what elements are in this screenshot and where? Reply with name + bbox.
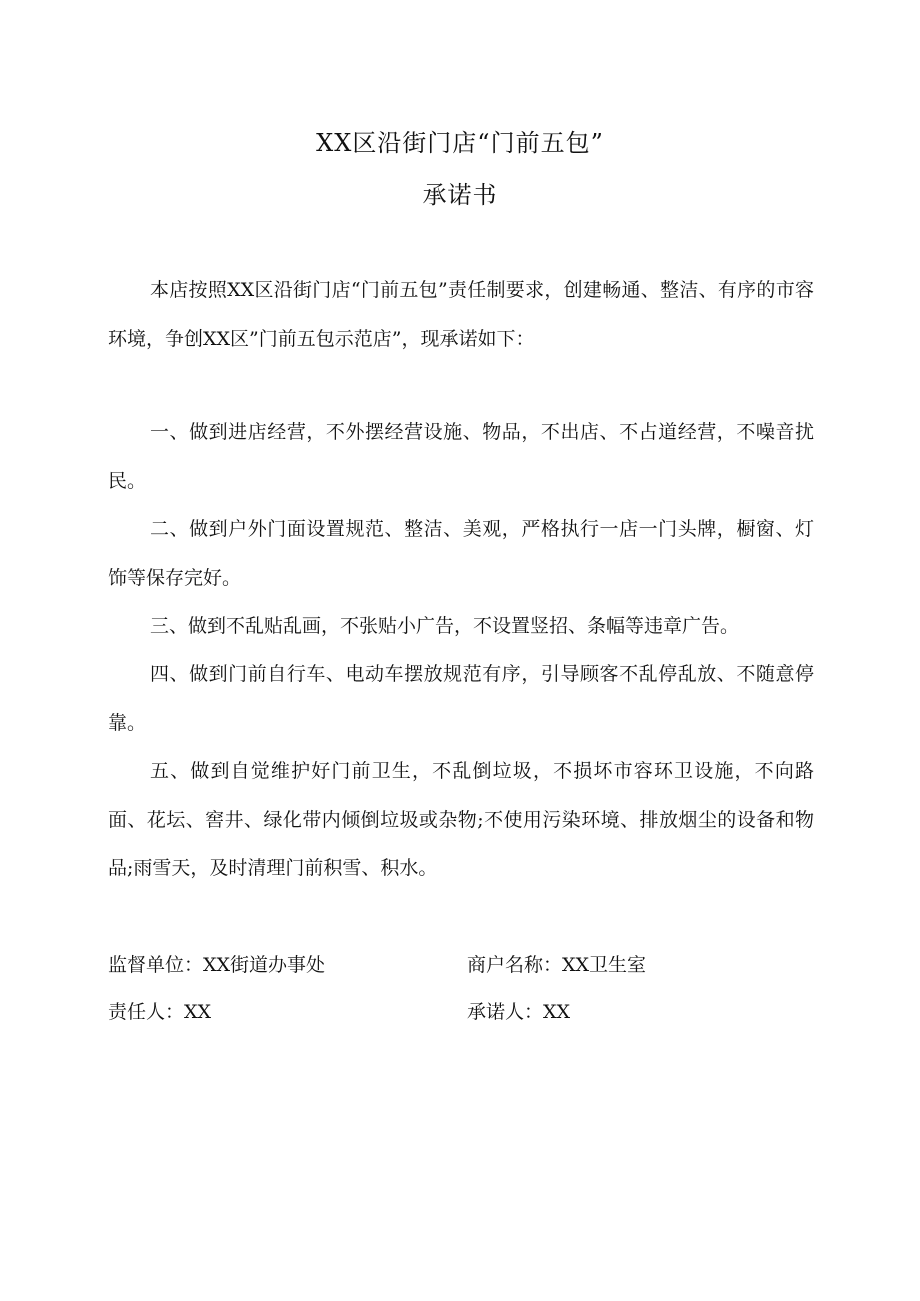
commitment-item-1: 一、做到进店经营，不外摆经营设施、物品，不出店、不占道经营，不噪音扰民。 — [108, 421, 814, 492]
intro-paragraph: 本店按照XX区沿街门店“门前五包”责任制要求，创建畅通、整洁、有序的市容环境，争创XX区”门前五包示范店”，现承诺如下： — [108, 279, 814, 350]
supervisor-unit: 监督单位：XX街道办事处 — [108, 954, 326, 976]
commitment-item-3: 三、做到不乱贴乱画，不张贴小广告，不设置竖招、条幅等违章广告。 — [150, 615, 740, 637]
commitment-item-4: 四、做到门前自行车、电动车摆放规范有序，引导顾客不乱停乱放、不随意停靠。 — [108, 663, 814, 734]
commitment-item-2: 二、做到户外门面设置规范、整洁、美观，严格执行一店一门头牌，橱窗、灯饰等保存完好。 — [108, 518, 814, 589]
commitment-item-5: 五、做到自觉维护好门前卫生，不乱倒垃圾，不损坏市容环卫设施，不向路面、花坛、窖井、绿化带内倾倒垃圾或杂物;不使用污染环境、排放烟尘的设备和物品;雨雪天，及时清理门前积雪、积水。 — [108, 760, 814, 879]
document-title: XX区沿街门店“门前五包” — [316, 129, 604, 157]
merchant-name: 商户名称：XX卫生室 — [467, 954, 647, 976]
responsible-person: 责任人：XX — [108, 1001, 212, 1023]
document-subtitle: 承诺书 — [422, 181, 498, 209]
promisor: 承诺人：XX — [467, 1001, 571, 1023]
